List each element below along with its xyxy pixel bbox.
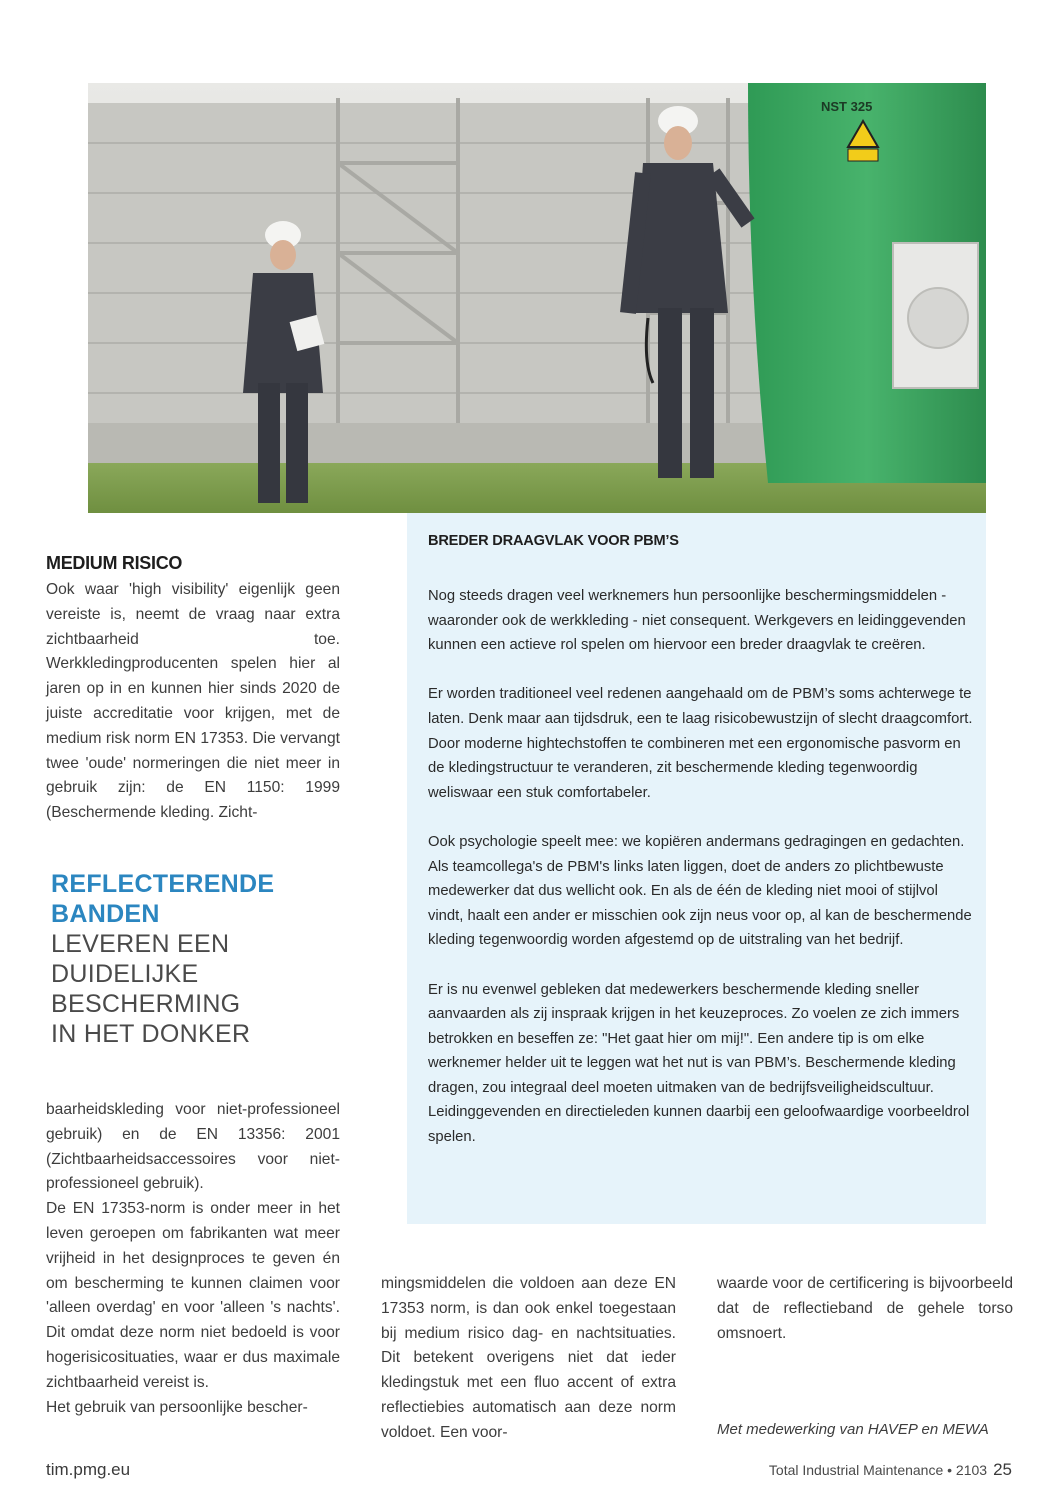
column-3 <box>381 1272 676 1446</box>
sidebar-paragraph: Er is nu evenwel gebleken dat medewerkers beschermende kleding sneller aanvaarden als zij inspraak krijgen in het keuzeproces. Zo voelen ze zich immers betrokken en beseffen ze: "Het gaat hier om mij!". Een andere tip is om elke werknemer helder uit te leggen wat het nut is van PBM’s. Beschermende kleding dragen, zou integraal deel moeten uitmaken van de bedrijfsveiligheidscultuur. Leidinggevenden en directieleden kunnen daarbij een geloofwaardige voorbeeldrol spelen. <box>428 981 970 1146</box>
paragraph: De EN 17353-norm is onder meer in het leven geroepen om fabrikanten wat meer vrijheid in het designproces te geven én om bescherming te kunnen claimen voor 'alleen overdag' en voor 'alleen 's nachts'. Dit omdat deze norm niet bedoeld is voor hogerisicosituaties, waar er dus maximale zichtbaarheid vereist is. <box>46 1200 340 1391</box>
paragraph: Ook waar 'high visibility' eigenlijk geen vereiste is, neemt de vraag naar extra zichtbaarheid toe. Werkkledingproducenten spelen hier al jaren op in en kunnen hier sinds 2020 de juiste accreditatie voor krijgen, met de medium risk norm EN 17353. Die vervangt twee 'oude' normeringen die niet meer in gebruik zijn: de EN 1150: 1999 (Beschermende kleding. Zicht- <box>46 581 340 822</box>
footer-site-link[interactable]: tim.pmg.eu <box>46 1460 131 1479</box>
column-1-bottom <box>46 1098 340 1420</box>
pull-quote-grey-line: IN HET DONKER <box>51 1020 251 1048</box>
paragraph: baarheidskleding voor niet-professioneel gebruik) en de EN 13356: 2001 (Zichtbaarheidsaccessoires voor niet-professioneel gebruik). <box>46 1101 340 1193</box>
sidebar-paragraph: Ook psychologie speelt mee: we kopiëren andermans gedragingen en gedachten. Als teamcollega's de PBM's links laten liggen, doet de anders zo plichtbewuste medewerker dat dus wellicht ook. En als de één de kleding niet mooi of stijlvol vindt, haalt een ander er misschien ook zijn neus voor op, al kan de beschermende kleding tegenwoordig worden afgestemd op de uitstraling van het bedrijf. <box>428 833 972 949</box>
pull-quote-blue-line: REFLECTERENDE <box>51 870 275 898</box>
sidebar-box <box>407 513 986 1224</box>
sidebar-paragraph: Er worden traditioneel veel redenen aangehaald om de PBM’s soms achterwege te laten. Denk maar aan tijdsdruk, een te laag risicobewustzijn of slecht draagcomfort. Door moderne hightechstoffen te combineren met een ergonomische pasvorm en de kledingstructuur te veranderen, zit beschermende kleding tegenwoordig weliswaar een stuk comfortabeler. <box>428 686 973 801</box>
sidebar-paragraph: Nog steeds dragen veel werknemers hun persoonlijke beschermingsmiddelen - waaronder ook de werkkleding - niet consequent. Werkgevers en leidinggevenden kunnen een actieve rol spelen om hiervoor een breder draagvlak te creëren. <box>428 588 966 654</box>
tank-sign-text: NST 325 <box>821 99 873 114</box>
page-number: 25 <box>993 1460 1012 1479</box>
footer-magazine-name: Total Industrial Maintenance • 2103 <box>768 1462 988 1478</box>
section-heading-medium-risico: MEDIUM RISICO <box>46 553 183 573</box>
paragraph: mingsmiddelen die voldoen aan deze EN 17353 norm, is dan ook enkel toegestaan bij medium risico dag- en nachtsituaties. Dit betekent overigens niet dat ieder kledingstuk met een fluo accent of extra reflectiebies automatisch aan deze norm voldoet. Een voor- <box>381 1275 676 1441</box>
paragraph: Het gebruik van persoonlijke bescher- <box>46 1398 308 1416</box>
pull-quote-grey-line: DUIDELIJKE <box>51 960 199 988</box>
pull-quote-blue-line: BANDEN <box>51 900 160 928</box>
footer-magazine <box>769 1460 1012 1480</box>
paragraph: waarde voor de certificering is bijvoorbeeld dat de reflectieband de gehele torso omsnoert. <box>717 1275 1013 1342</box>
column-1-top <box>46 578 340 826</box>
sidebar-text <box>428 584 973 1174</box>
pull-quote-grey-line: LEVEREN EEN <box>51 930 230 958</box>
sidebar-heading: BREDER DRAAGVLAK VOOR PBM’S <box>428 533 679 549</box>
column-4 <box>717 1272 1013 1346</box>
pull-quote <box>51 869 351 1049</box>
workers-photo-illustration <box>88 83 986 513</box>
pull-quote-grey-line: BESCHERMING <box>51 990 241 1018</box>
hero-photo <box>88 83 986 513</box>
credit-line: Met medewerking van HAVEP en MEWA <box>717 1421 989 1438</box>
